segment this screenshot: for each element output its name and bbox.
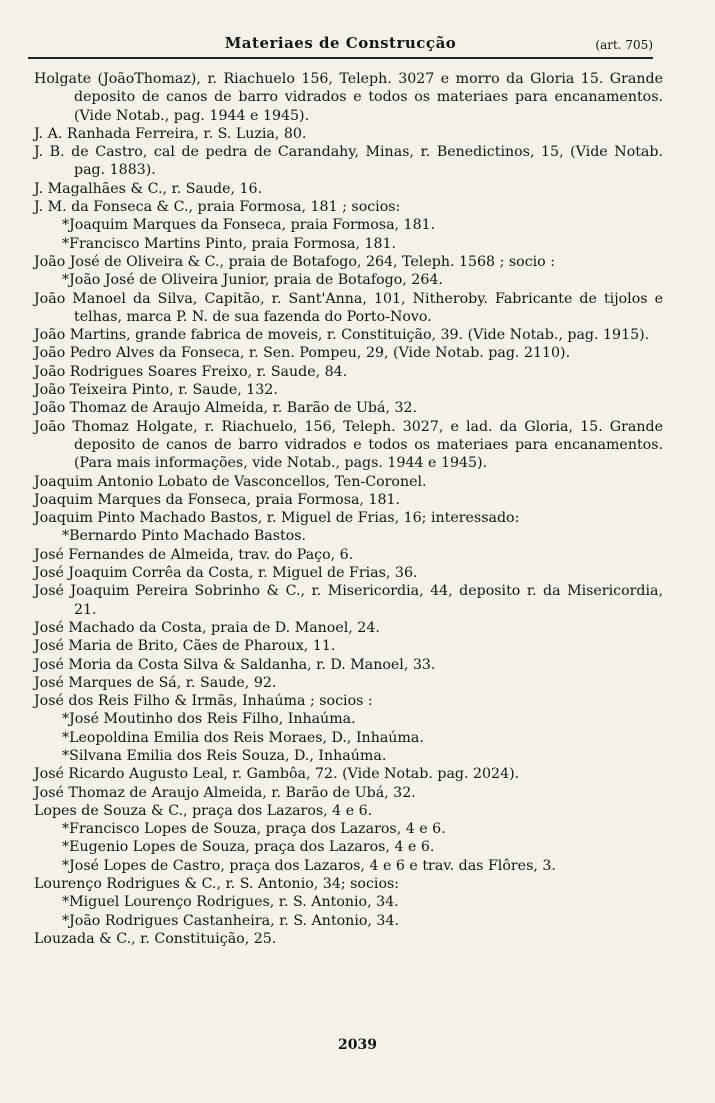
directory-entry: João Martins, grande fabrica de moveis, r. Constituição, 39. (Vide Notab., pag. 1915). [34,327,650,344]
partner-entry: *Leopoldina Emilia dos Reis Moraes, D., Inhaúma. [62,729,424,746]
directory-entry: Joaquim Marques da Fonseca, praia Formosa, 181. [34,491,401,508]
directory-entry: Joaquim Antonio Lobato de Vasconcellos, Ten-Coronel. [34,473,427,490]
directory-entry: Louzada & C., r. Constituição, 25. [34,930,277,947]
directory-entry: José Machado da Costa, praia de D. Manoel, 24. [34,619,380,636]
directory-entry: Lopes de Souza & C., praça dos Lazaros, 4 e 6. [34,802,373,819]
directory-entry: João Teixeira Pinto, r. Saude, 132. [34,382,278,399]
partner-entry: *Silvana Emilia dos Reis Souza, D., Inhaúma. [62,747,387,764]
directory-entry: João Manoel da Silva, Capitão, r. Sant'Anna, 101, Nitheroby. Fabricante de tijolos e telhas, marca P. N. de sua fazenda do Porto-Novo. [34,290,663,325]
directory-entry: Joaquim Pinto Machado Bastos, r. Miguel de Frias, 16; interessado: [34,510,520,527]
partner-entry: *Bernardo Pinto Machado Bastos. [62,528,307,545]
partner-entry: *Joaquim Marques da Fonseca, praia Formosa, 181. [62,217,436,234]
directory-entry: José Ricardo Augusto Leal, r. Gambôa, 72. (Vide Notab. pag. 2024). [34,766,520,783]
directory-entry: João Pedro Alves da Fonseca, r. Sen. Pompeu, 29, (Vide Notab. pag. 2110). [34,345,571,362]
directory-entry: J. Magalhães & C., r. Saude, 16. [34,180,263,197]
partner-entry: *João Rodrigues Castanheira, r. S. Antonio, 34. [62,912,399,929]
directory-entry: João Thomaz de Araujo Almeida, r. Barão de Ubá, 32. [34,400,418,417]
directory-entry: José Thomaz de Araujo Almeida, r. Barão de Ubá, 32. [34,784,416,801]
directory-entry: João José de Oliveira & C., praia de Botafogo, 264, Teleph. 1568 ; socio : [34,253,556,270]
directory-entry: José Fernandes de Almeida, trav. do Paço, 6. [34,546,354,563]
directory-entry: Holgate (JoãoThomaz), r. Riachuelo 156, Teleph. 3027 e morro da Gloria 15. Grande deposito de canos de barro vidrados e todos os materiaes para encanamentos. (Vide Notab., pag. 1944 e 1945). [34,71,663,124]
directory-entry: J. M. da Fonseca & C., praia Formosa, 181 ; socios: [34,199,401,216]
directory-entry: João Thomaz Holgate, r. Riachuelo, 156, Teleph. 3027, e lad. da Gloria, 15. Grande deposito de canos de barro vidrados e todos os materiaes para encanamentos. (Para mais informações, vide Notab., pags. 1944 e 1945). [34,418,663,472]
article-number: (art. 705) [595,38,653,52]
directory-entry: J. A. Ranhada Ferreira, r. S. Luzia, 80. [34,125,307,142]
page-number: 2039 [338,1037,377,1053]
directory-entry: José dos Reis Filho & Irmãs, Inhaúma ; socios : [34,693,373,710]
directory-entry: José Maria de Brito, Cães de Pharoux, 11. [34,638,336,655]
directory-entry: José Joaquim Corrêa da Costa, r. Miguel de Frias, 36. [34,565,418,582]
partner-entry: *Francisco Lopes de Souza, praça dos Lazaros, 4 e 6. [62,821,446,838]
entry-list [34,70,663,948]
directory-entry: Lourenço Rodrigues & C., r. S. Antonio, 34; socios: [34,876,400,893]
header-rule [28,57,653,59]
section-title: Materiaes de Construcção [224,34,457,52]
partner-entry: *Miguel Lourenço Rodrigues, r. S. Antonio, 34. [62,894,399,911]
partner-entry: *José Moutinho dos Reis Filho, Inhaúma. [62,711,356,728]
directory-entry: José Marques de Sá, r. Saude, 92. [34,674,277,691]
partner-entry: *Francisco Martins Pinto, praia Formosa, 181. [62,235,397,252]
partner-entry: *João José de Oliveira Junior, praia de Botafogo, 264. [62,272,443,289]
page-header [28,30,653,60]
directory-entry: J. B. de Castro, cal de pedra de Carandahy, Minas, r. Benedictinos, 15, (Vide Notab. pag. 1883). [34,144,663,179]
directory-entry: João Rodrigues Soares Freixo, r. Saude, 84. [34,363,348,380]
directory-entry: José Moria da Costa Silva & Saldanha, r. D. Manoel, 33. [34,656,436,673]
directory-entry: José Joaquim Pereira Sobrinho & C., r. Misericordia, 44, deposito r. da Misericordia, 21. [34,583,663,618]
partner-entry: *José Lopes de Castro, praça dos Lazaros, 4 e 6 e trav. das Flôres, 3. [62,857,556,874]
partner-entry: *Eugenio Lopes de Souza, praça dos Lazaros, 4 e 6. [62,839,435,856]
